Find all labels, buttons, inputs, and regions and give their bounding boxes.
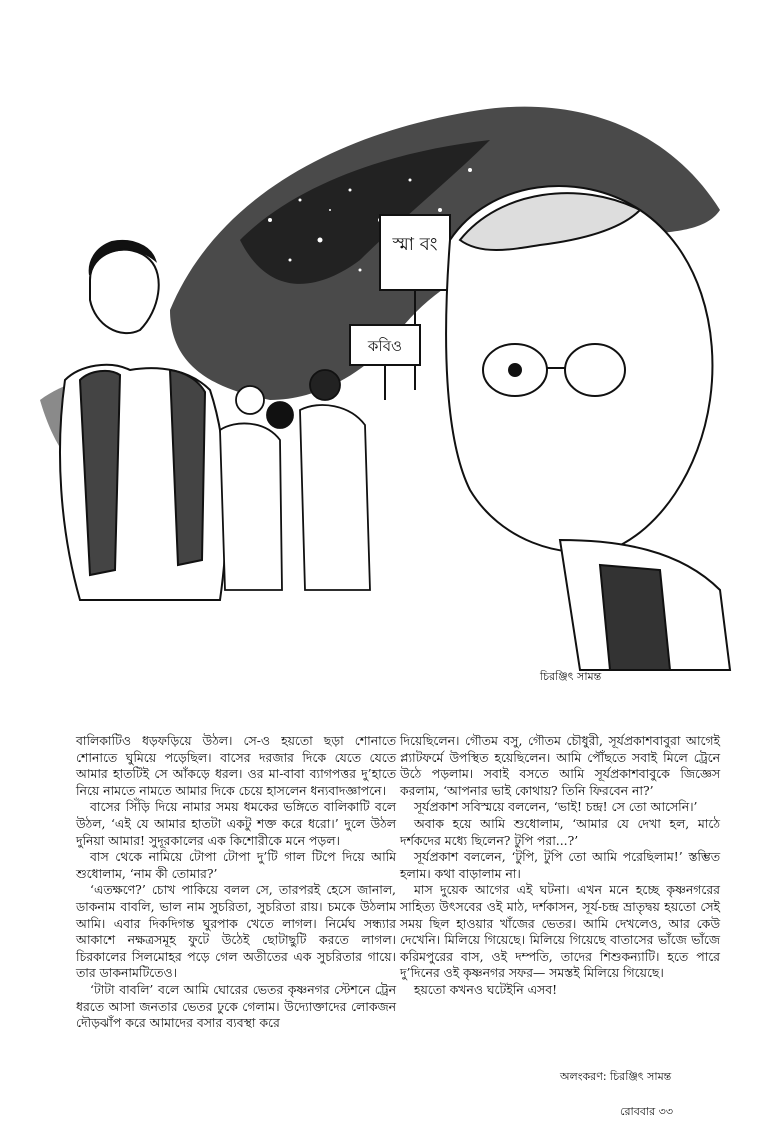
placard-2-text: কবিও (367, 337, 403, 355)
paragraph: ‘টাটা বাবলি’ বলে আমি ঘোরের ভেতর কৃষ্ণনগর স্টেশনে ট্রেন ধরতে আসা জনতার ভেতর ঢুকে গেলাম। উদ্যোক্তাদের লোকজন দৌড়ঝাঁপ করে আমাদের বসার ব্যবস্থা করে (76, 981, 396, 1031)
paragraph: সূর্যপ্রকাশ বললেন, ‘টুপি, টুপি তো আমি পরেছিলাম!’ স্তম্ভিত হলাম। কথা বাড়ালাম না। (400, 849, 720, 881)
crowd-figures (220, 370, 370, 590)
page-folio: রোববার ৩৩ (620, 1105, 673, 1118)
paragraph: ‘এতক্ষণে?’ চোখ পাকিয়ে বলল সে, তারপরই হেসে জানাল, ডাকনাম বাবলি, ভাল নাম সুচরিতা, সুচরিতা রায়। চমকে উঠলাম আমি। এবার দিকদিগন্ত ঘুরপাক খেতে লাগল। নির্মেঘ সন্ধ্যার আকাশে নক্ষত্রসমূহ ফুটে উঠেই ছোটাছুটি করতে লাগল। চিরকালের সিলমোহর পড়ে গেল অতীতের এক সুচরিতার গায়ে। তার ডাকনামটিতেও। (76, 882, 396, 981)
article-column-left (76, 733, 396, 1032)
placard-2 (350, 325, 420, 400)
paragraph: দিয়েছিলেন। গৌতম বসু, গৌতম চৌধুরী, সূর্যপ্রকাশবাবুরা আগেই প্ল্যাটফর্মে উপস্থিত হয়েছিলেন। আমি পৌঁছতে সবাই মিলে ট্রেনে উঠে পড়লাম। সবাই বসতে আমি সূর্যপ্রকাশবাবুকে জিজ্ঞেস করলাম, ‘আপনার ভাই কোথায়? তিনি ফিরবেন না?’ (400, 733, 720, 798)
paragraph: মাস দুয়েক আগের এই ঘটনা। এখন মনে হচ্ছে কৃষ্ণনগরের সাহিত্য উৎসবের ওই মাঠ, দর্শকাসন, সূর্য-চন্দ্র ভ্রাতৃদ্বয় হয়তো সেই সময় ছিল হাওয়ার খাঁজের ভেতর। আমি দেখলেও, আর কেউ দেখেনি। মিলিয়ে গিয়েছে। মিলিয়ে গিয়েছে বাতাসের ভাঁজে ভাঁজে করিমপুরের বাস, ওই দম্পতি, তাদের শিশুকন্যাটি। হতে পারে দু’দিনের ওই কৃষ্ণনগর সফর— সমস্তই মিলিয়ে গিয়েছে। (400, 882, 720, 981)
paragraph: সূর্যপ্রকাশ সবিস্ময়ে বললেন, ‘ভাই! চন্দ্র! সে তো আসেনি।’ (414, 799, 698, 815)
article-column-right (400, 733, 720, 999)
paragraph: হয়তো কখনও ঘটেইনি এসব! (414, 981, 558, 997)
illustration-credit: অলংকরণ: চিরঞ্জিৎ সামন্ত (560, 1070, 672, 1083)
article-illustration (20, 70, 750, 710)
artist-signature: চিরঞ্জিৎ সামন্ত (540, 670, 602, 683)
placard-1-text: স্মা বং (392, 234, 438, 255)
paragraph: বালিকাটিও ধড়ফড়িয়ে উঠল। সে-ও হয়তো ছড়া শোনাতে শোনাতে ঘুমিয়ে পড়েছিল। বাসের দরজার দিকে যেতে যেতে আমার হাতটিই সে আঁকড়ে ধরল। ওর মা-বাবা ব্যাগপত্তর দু’হাতে নিয়ে নামতে নামতে আমার দিকে চেয়ে হাসলেন ধন্যবাদজ্ঞাপনে। (76, 733, 396, 798)
man-figure (446, 186, 730, 670)
paragraph: বাসের সিঁড়ি দিয়ে নামার সময় ধমকের ভঙ্গিতে বালিকাটি বলে উঠল, ‘এই যে আমার হাতটা একটু শক্ত করে ধরো।’ দুলে উঠল দুনিয়া আমার! সুদূরকালের এক কিশোরীকে মনে পড়ল। (76, 799, 396, 848)
paragraph: অবাক হয়ে আমি শুধোলাম, ‘আমার যে দেখা হল, মাঠে দর্শকদের মধ্যে ছিলেন? টুপি পরা...?’ (400, 815, 720, 848)
paragraph: বাস থেকে নামিয়ে টোপা টোপা দু’টি গাল টিপে দিয়ে আমি শুধোলাম, ‘নাম কী তোমার?’ (76, 849, 396, 881)
